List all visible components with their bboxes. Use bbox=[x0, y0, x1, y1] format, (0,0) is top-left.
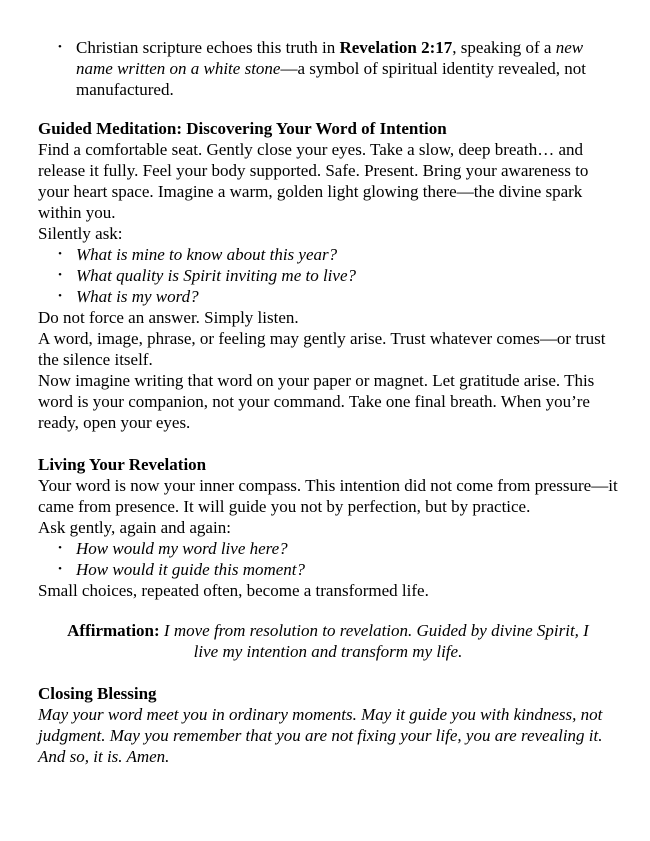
meditation-paragraph-2: Do not force an answer. Simply listen. bbox=[38, 308, 299, 327]
living-ask-label: Ask gently, again and again: bbox=[38, 518, 231, 537]
blessing-text: May your word meet you in ordinary moments. May it guide you with kindness, not judgment. May you remember that you are not fixing your life, you are revealing it. And so, it is. Amen. bbox=[38, 705, 603, 766]
intro-bullet-pre: Christian scripture echoes this truth in bbox=[76, 38, 340, 57]
scripture-reference: Revelation 2:17 bbox=[339, 38, 453, 57]
meditation-heading: Guided Meditation: Discovering Your Word of Intention bbox=[38, 119, 447, 138]
list-item: • What is my word? bbox=[76, 286, 618, 307]
list-item: • How would my word live here? bbox=[76, 538, 618, 559]
affirmation-label: Affirmation: bbox=[67, 621, 160, 640]
meditation-question-list bbox=[38, 244, 618, 307]
blessing-heading: Closing Blessing bbox=[38, 684, 157, 703]
list-item: • What quality is Spirit inviting me to live? bbox=[76, 265, 618, 286]
meditation-paragraph-4: Now imagine writing that word on your paper or magnet. Let gratitude arise. This word is your companion, not your command. Take one final breath. When you’re ready, open your eyes. bbox=[38, 371, 595, 432]
living-paragraph-2: Small choices, repeated often, become a transformed life. bbox=[38, 581, 429, 600]
list-item: • What is mine to know about this year? bbox=[76, 244, 618, 265]
intro-bullet-post: —a symbol of spiritual identity revealed, not manufactured. bbox=[76, 59, 586, 99]
affirmation-text: I move from resolution to revelation. Guided by divine Spirit, I live my intention and transform my life. bbox=[163, 621, 589, 661]
meditation-paragraph-3: A word, image, phrase, or feeling may gently arise. Trust whatever comes—or trust the silence itself. bbox=[38, 329, 606, 369]
intro-bullet-italic: new name written on a white stone bbox=[76, 38, 584, 78]
living-paragraph-1: Your word is now your inner compass. This intention did not come from pressure—it came from presence. It will guide you not by perfection, but by practice. bbox=[38, 476, 618, 516]
living-question-list bbox=[38, 538, 618, 580]
intro-bullet-mid: , speaking of a bbox=[452, 38, 556, 57]
affirmation-block bbox=[38, 620, 618, 662]
list-item: • How would it guide this moment? bbox=[76, 559, 618, 580]
intro-bullet-list bbox=[38, 37, 618, 100]
document-page bbox=[38, 37, 618, 767]
intro-bullet-item bbox=[76, 37, 618, 100]
meditation-ask-label: Silently ask: bbox=[38, 224, 123, 243]
meditation-paragraph-1: Find a comfortable seat. Gently close your eyes. Take a slow, deep breath… and release it fully. Feel your body supported. Safe. Present. Bring your awareness to your heart space. Imagine a warm, golden light glowing there—the divine spark within you. bbox=[38, 140, 589, 222]
living-heading: Living Your Revelation bbox=[38, 455, 207, 474]
